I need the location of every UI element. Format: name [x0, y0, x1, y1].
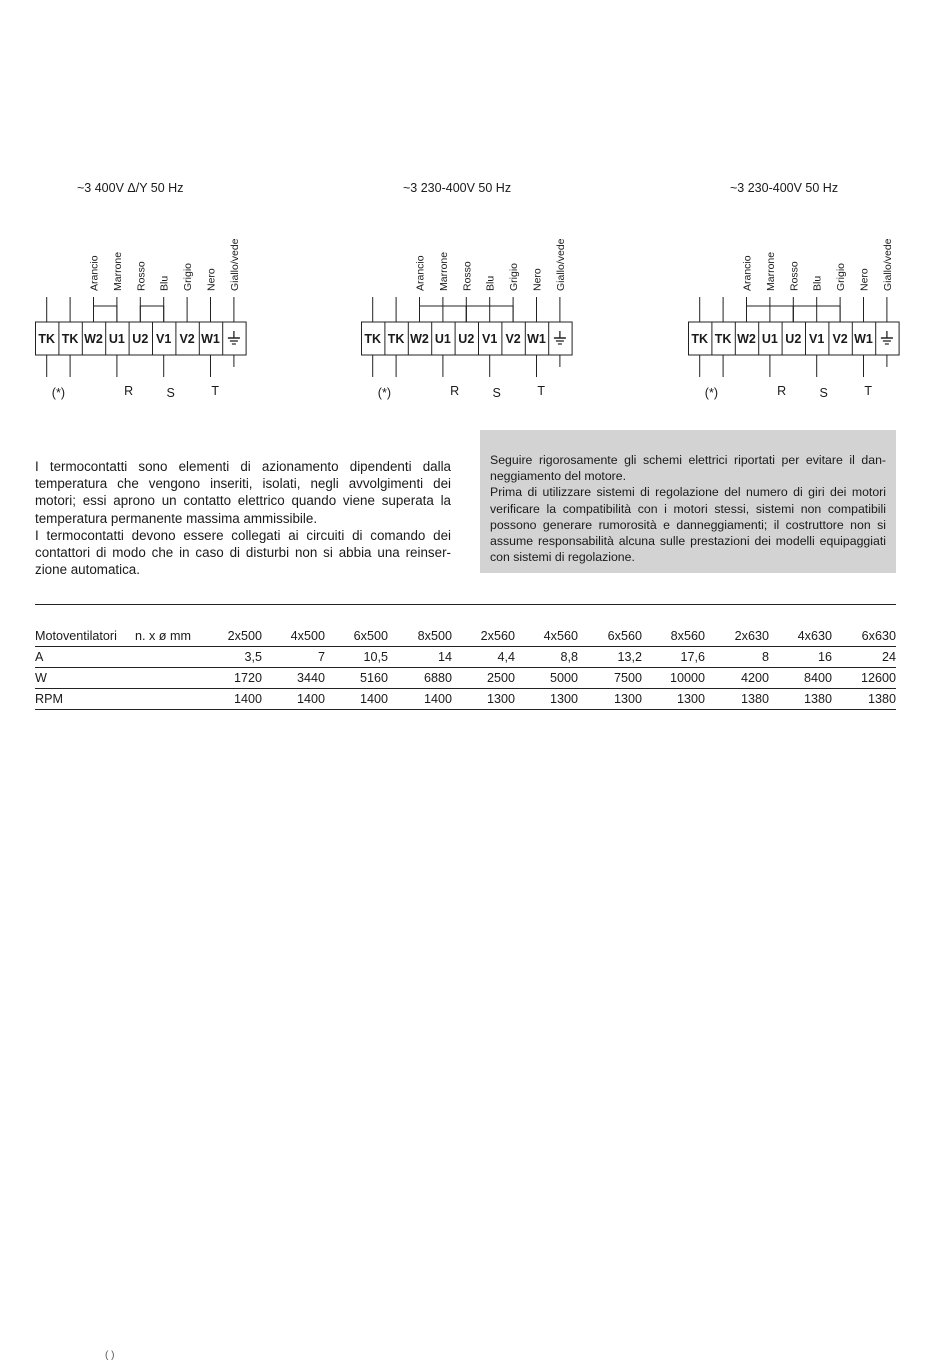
column-header: 4x630: [769, 626, 832, 647]
table-cell: 1400: [262, 689, 325, 710]
table-cell: 3440: [262, 668, 325, 689]
terminal-label: V2: [179, 332, 195, 346]
table-cell: 1300: [578, 689, 642, 710]
header-label: Motoventilatori: [35, 626, 135, 647]
note-paragraph: Prima di utilizzare sistemi di regolazione del numero di giri dei motori verificare la compatibilità con i motori stessi, sistemi non compatibili possono generare rumorosità e danneggiamenti; il costruttore non si assume responsabilità alcuna sulle prestazioni dei modelli equipaggiati con sistemi di regolazione.: [490, 485, 886, 565]
table-cell: 1380: [705, 689, 769, 710]
terminal-label: TK: [691, 332, 709, 346]
table-cell: 1300: [642, 689, 705, 710]
terminal-label: V2: [505, 332, 521, 346]
table-cell: 5160: [325, 668, 388, 689]
column-header: 2x500: [213, 626, 262, 647]
table-cell: 24: [832, 647, 896, 668]
table-cell: 7: [262, 647, 325, 668]
supply-label: S: [819, 386, 828, 400]
wiring-diagram-2: [361, 175, 621, 405]
paragraph: I termocontatti devono essere collegati ai circuiti di comando dei contattori di modo che in caso di disturbi non si abbia una reinser-zione automatica.: [35, 527, 451, 578]
wire-color-label: Marrone: [764, 251, 777, 291]
supply-label: S: [166, 386, 175, 400]
jumper-bridge: [140, 306, 163, 322]
table-row: [35, 647, 896, 668]
terminal-block-svg: [35, 175, 295, 405]
table-cell: 1400: [213, 689, 262, 710]
terminal-label: TK: [714, 332, 732, 346]
supply-label: (*): [51, 386, 66, 400]
thermal-contacts-text: [35, 458, 451, 578]
terminal-label: V1: [809, 332, 825, 346]
paragraph: I termocontatti sono elementi di azionamento dipendenti dalla temperatura che vengono inseriti, isolati, negli avvolgimenti dei motori; essi aprono un contatto elettrico quando viene superata la temperatura permanente massima ammissibile.: [35, 459, 451, 526]
wire-color-label: Marrone: [437, 251, 450, 291]
terminal-label: V1: [482, 332, 498, 346]
wire-color-label: Giallo/vede: [881, 238, 894, 291]
terminal-label: TK: [38, 332, 56, 346]
supply-label: (*): [377, 386, 392, 400]
supply-label: T: [211, 384, 220, 398]
row-spacer: [135, 647, 213, 668]
column-header: 2x560: [452, 626, 515, 647]
wire-color-label: Blu: [811, 275, 824, 291]
terminal-label: W2: [84, 332, 103, 346]
row-spacer: [135, 668, 213, 689]
column-header: 8x500: [388, 626, 452, 647]
terminal-label: V2: [832, 332, 848, 346]
wire-color-label: Rosso: [135, 261, 148, 291]
column-header: 6x560: [578, 626, 642, 647]
terminal-label: U1: [761, 332, 778, 346]
supply-label: R: [124, 384, 134, 398]
wire-color-label: Giallo/vede: [228, 238, 241, 291]
terminal-block-svg: [361, 175, 621, 405]
terminal-block-svg: [688, 175, 948, 405]
table-cell: 2500: [452, 668, 515, 689]
table-cell: 16: [769, 647, 832, 668]
jumper-bridge: [94, 306, 117, 322]
wire-color-label: Arancio: [414, 255, 427, 291]
wire-color-label: Nero: [205, 268, 218, 291]
table-cell: 10000: [642, 668, 705, 689]
table-cell: 7500: [578, 668, 642, 689]
fan-specs-table: [35, 626, 896, 710]
table-cell: 1720: [213, 668, 262, 689]
row-label: A: [35, 647, 135, 668]
supply-label: T: [864, 384, 873, 398]
terminal-label: V1: [156, 332, 172, 346]
column-header: 6x630: [832, 626, 896, 647]
table-cell: 17,6: [642, 647, 705, 668]
wire-color-label: Rosso: [788, 261, 801, 291]
terminal-label: W1: [201, 332, 220, 346]
wire-color-label: Marrone: [111, 251, 124, 291]
wire-color-label: Arancio: [741, 255, 754, 291]
table-cell: 4200: [705, 668, 769, 689]
wire-color-label: Nero: [858, 268, 871, 291]
table-cell: 5000: [515, 668, 578, 689]
supply-label: T: [537, 384, 546, 398]
terminal-label: TK: [61, 332, 79, 346]
column-header: 8x560: [642, 626, 705, 647]
wire-color-label: Grigio: [508, 262, 521, 291]
wire-color-label: Blu: [158, 275, 171, 291]
wire-color-label: Nero: [531, 268, 544, 291]
terminal-label: TK: [364, 332, 382, 346]
terminal-label: TK: [387, 332, 405, 346]
terminal-label: W1: [854, 332, 873, 346]
row-spacer: [135, 689, 213, 710]
table-cell: 6880: [388, 668, 452, 689]
table-header-row: [35, 626, 896, 647]
table-cell: 1300: [515, 689, 578, 710]
table-cell: 3,5: [213, 647, 262, 668]
terminal-label: W1: [527, 332, 546, 346]
diagram-title: ~3 230-400V 50 Hz: [403, 181, 512, 195]
wire-color-label: Giallo/vede: [554, 238, 567, 291]
column-header: 6x500: [325, 626, 388, 647]
table-cell: 10,5: [325, 647, 388, 668]
footer-mark: ( ): [105, 1350, 115, 1361]
table-cell: 1400: [388, 689, 452, 710]
table-cell: 8400: [769, 668, 832, 689]
terminal-label: U2: [458, 332, 475, 346]
terminal-label: U2: [132, 332, 149, 346]
table-row: [35, 668, 896, 689]
table-cell: 1380: [769, 689, 832, 710]
supply-label: R: [450, 384, 460, 398]
note-paragraph: Seguire rigorosamente gli schemi elettrici riportati per evitare il dan-neggiamento del motore.: [490, 453, 886, 484]
table-row: [35, 689, 896, 710]
diagram-title: ~3 400V Δ/Y 50 Hz: [77, 181, 184, 195]
table-top-rule: [35, 604, 896, 605]
column-header: 4x560: [515, 626, 578, 647]
diagram-title: ~3 230-400V 50 Hz: [730, 181, 839, 195]
table-cell: 1300: [452, 689, 515, 710]
header-unit: n. x ø mm: [135, 626, 213, 647]
terminal-label: U2: [785, 332, 802, 346]
table-cell: 8: [705, 647, 769, 668]
table-cell: 12600: [832, 668, 896, 689]
row-label: RPM: [35, 689, 135, 710]
table-cell: 14: [388, 647, 452, 668]
wiring-diagram-1: [35, 175, 295, 405]
wire-color-label: Grigio: [182, 262, 195, 291]
supply-label: (*): [704, 386, 719, 400]
terminal-label: U1: [434, 332, 451, 346]
row-label: W: [35, 668, 135, 689]
wiring-diagram-3: [688, 175, 948, 405]
supply-label: S: [492, 386, 501, 400]
table-cell: 13,2: [578, 647, 642, 668]
column-header: 2x630: [705, 626, 769, 647]
wire-color-label: Arancio: [88, 255, 101, 291]
table-cell: 1400: [325, 689, 388, 710]
column-header: 4x500: [262, 626, 325, 647]
supply-label: R: [777, 384, 787, 398]
terminal-label: U1: [108, 332, 125, 346]
terminal-label: W2: [410, 332, 429, 346]
wire-color-label: Blu: [484, 275, 497, 291]
table-cell: 8,8: [515, 647, 578, 668]
terminal-label: W2: [737, 332, 756, 346]
table-cell: 4,4: [452, 647, 515, 668]
wire-color-label: Rosso: [461, 261, 474, 291]
warning-note-box: [480, 430, 896, 573]
table-cell: 1380: [832, 689, 896, 710]
wire-color-label: Grigio: [835, 262, 848, 291]
